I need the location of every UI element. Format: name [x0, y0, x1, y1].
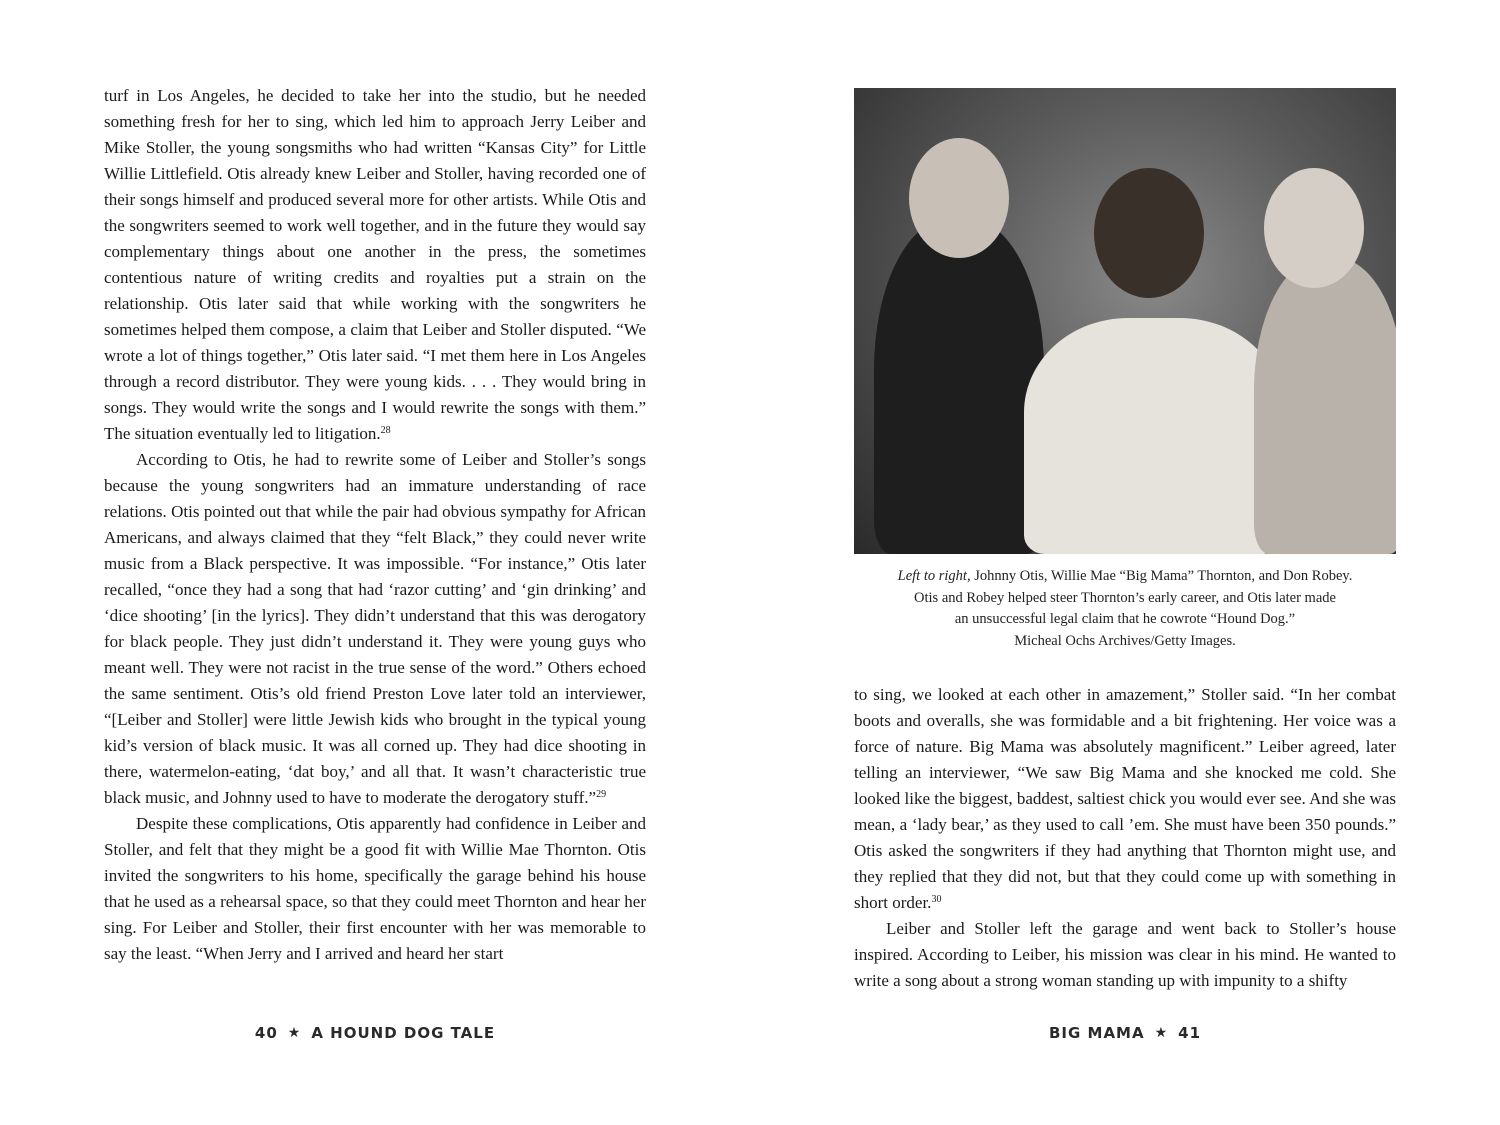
paragraph — [854, 916, 1396, 994]
page-number: 41 — [1178, 1024, 1202, 1042]
paragraph-text: Leiber and Stoller left the garage and went back to Stoller’s house inspired. According to Leiber, his mission was clear in his mind. He wanted to write a song about a strong woman standing up with impunity to a shifty — [854, 919, 1396, 990]
star-icon: ★ — [287, 1025, 302, 1041]
paragraph-text: turf in Los Angeles, he decided to take her into the studio, but he needed something fresh for her to sing, which led him to approach Jerry Leiber and Mike Stoller, the young songsmiths who had written “Kansas City” for Little Willie Littlefield. Otis already knew Leiber and Stoller, having recorded one of their songs himself and produced several more for other artists. While Otis and the songwriters seemed to work well together, and in the future they would say complementary things about one another in the press, the sometimes contentious nature of writing credits and royalties put a strain on the relationship. Otis later said that while working with the songwriters he sometimes helped them compose, a claim that Leiber and Stoller disputed. “We wrote a lot of things together,” Otis later said. “I met them here in Los Angeles through a record distributor. They were young kids. . . . They would bring in songs. They would write the songs and I would rewrite the songs with them.” The situation eventually led to litigation. — [104, 86, 646, 443]
footnote-ref: 30 — [931, 894, 942, 905]
photo-head-left — [909, 138, 1009, 258]
caption-lead: Left to right, — [897, 568, 971, 584]
paragraph-text: Despite these complications, Otis apparently had confidence in Leiber and Stoller, and felt that they might be a good fit with Willie Mae Thornton. Otis invited the songwriters to his home, specifically the garage behind his house that he used as a rehearsal space, so that they could meet Thornton and hear her sing. For Leiber and Stoller, their first encounter with her was memorable to say the least. “When Jerry and I arrived and heard her start — [104, 814, 646, 963]
right-page — [750, 0, 1500, 1125]
left-body-text — [104, 83, 646, 967]
footnote-ref: 29 — [596, 789, 607, 800]
photo-head-right — [1264, 168, 1364, 288]
left-folio — [0, 1024, 750, 1042]
right-body-text — [854, 682, 1396, 994]
caption-line: an unsuccessful legal claim that he cowrote “Hound Dog.” — [954, 611, 1296, 627]
paragraph-text: According to Otis, he had to rewrite some of Leiber and Stoller’s songs because the young songwriters had an immature understanding of race relations. Otis pointed out that while the pair had obvious sympathy for African Americans, and always claimed that they “felt Black,” they could never write music from a Black perspective. It was impossible. “For instance,” Otis later recalled, “once they had a song that had ‘razor cutting’ and ‘gin drinking’ and ‘dice shooting’ [in the lyrics]. They didn’t understand that this was derogatory for black people. They just didn’t understand it. They were young guys who meant well. They were not racist in the true sense of the word.” Others echoed the same sentiment. Otis’s old friend Preston Love later told an interviewer, “[Leiber and Stoller] were little Jewish kids who brought in the typical young kid’s version of black music. It was all corned up. They had dice shooting in there, watermelon-eating, ‘dat boy,’ and all that. It wasn’t characteristic true black music, and Johnny used to have to moderate the derogatory stuff.” — [104, 450, 646, 807]
paragraph — [104, 811, 646, 967]
photo-figure-center — [1024, 318, 1284, 554]
paragraph — [854, 682, 1396, 916]
photo-caption — [854, 566, 1396, 652]
caption-line — [854, 566, 1396, 588]
paragraph — [104, 447, 646, 811]
historical-photo — [854, 88, 1396, 554]
caption-text: Johnny Otis, Willie Mae “Big Mama” Thornton, and Don Robey. — [970, 568, 1353, 584]
photo-head-center — [1094, 168, 1204, 298]
running-head: BIG MAMA — [1048, 1024, 1145, 1042]
photo-figure-right — [1254, 258, 1396, 554]
photo-figure-left — [874, 218, 1044, 554]
running-head: A HOUND DOG TALE — [311, 1024, 496, 1042]
paragraph-text: to sing, we looked at each other in amazement,” Stoller said. “In her combat boots and overalls, she was formidable and a bit frightening. Her voice was a force of nature. Big Mama was absolutely magnificent.” Leiber agreed, later telling an interviewer, “We saw Big Mama and she knocked me cold. She looked like the biggest, baddest, saltiest chick you would ever see. And she was mean, a ‘lady bear,’ as they used to call ’em. She must have been 350 pounds.” Otis asked the songwriters if they had anything that Thornton might use, and they replied that they did not, but that they could come up with something in short order. — [854, 685, 1396, 912]
caption-line: Otis and Robey helped steer Thornton’s early career, and Otis later made — [914, 589, 1336, 606]
photo-credit: Micheal Ochs Archives/Getty Images. — [1014, 632, 1236, 649]
paragraph — [104, 83, 646, 447]
page-number: 40 — [254, 1024, 278, 1042]
right-folio — [750, 1024, 1500, 1042]
footnote-ref: 28 — [380, 425, 391, 436]
star-icon: ★ — [1154, 1025, 1169, 1041]
